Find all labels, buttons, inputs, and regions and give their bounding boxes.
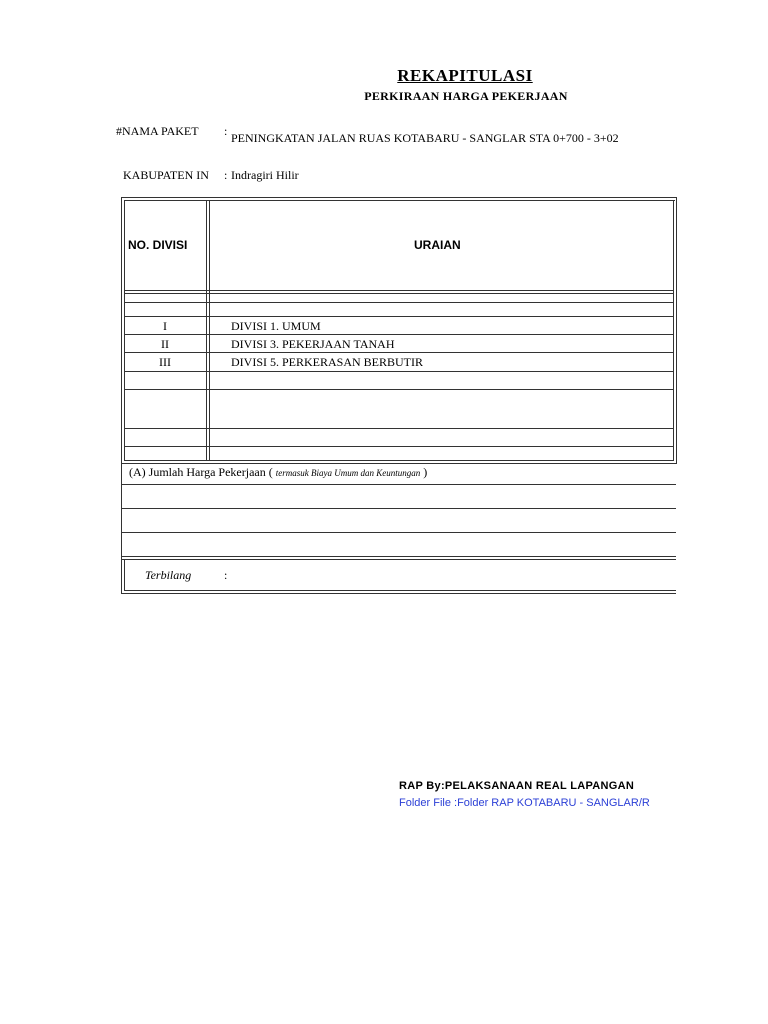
row-line xyxy=(121,559,676,560)
row-line xyxy=(124,302,674,303)
jumlah-suffix: ) xyxy=(423,465,428,479)
table-border-right-outer xyxy=(676,197,677,464)
row-no: II xyxy=(161,337,169,351)
row-line xyxy=(121,532,676,533)
row-line xyxy=(124,371,674,372)
document-subtitle: PERKIRAAN HARGA PEKERJAAN xyxy=(364,89,568,103)
row-uraian: DIVISI 1. UMUM xyxy=(231,319,321,333)
col-header-uraian: URAIAN xyxy=(414,238,461,252)
document-title: REKAPITULASI xyxy=(397,66,533,85)
row-line xyxy=(121,593,676,594)
row-line xyxy=(124,290,674,291)
nama-paket-colon: : xyxy=(224,124,228,138)
terbilang-label: Terbilang xyxy=(145,568,192,582)
row-uraian: DIVISI 5. PERKERASAN BERBUTIR xyxy=(231,355,424,369)
row-line xyxy=(124,460,674,461)
table-border-right-inner xyxy=(673,200,674,461)
table-border-top-outer xyxy=(121,197,677,198)
kabupaten-value: Indragiri Hilir xyxy=(231,168,299,182)
row-no: III xyxy=(159,355,171,369)
row-line xyxy=(121,556,676,557)
col-separator-a xyxy=(206,200,207,461)
row-line xyxy=(124,293,674,294)
row-line xyxy=(121,463,677,464)
row-uraian: DIVISI 3. PEKERJAAN TANAH xyxy=(231,337,395,351)
terbilang-colon: : xyxy=(224,568,228,582)
row-line xyxy=(121,508,676,509)
row-line xyxy=(124,428,674,429)
nama-paket-label: #NAMA PAKET xyxy=(116,124,199,138)
jumlah-note: termasuk Biaya Umum dan Keuntungan xyxy=(275,468,421,478)
terbilang-left-inner xyxy=(124,559,125,591)
row-line xyxy=(124,446,674,447)
folder-file-label: Folder File :Folder RAP KOTABARU - SANGLAR/R xyxy=(399,797,650,809)
row-line xyxy=(124,316,674,317)
jumlah-harga-row xyxy=(129,465,427,480)
kabupaten-label: KABUPATEN IN xyxy=(123,168,209,182)
row-line xyxy=(124,389,674,390)
row-line xyxy=(124,590,676,591)
col-separator-b xyxy=(209,200,210,461)
jumlah-prefix: (A) Jumlah Harga Pekerjaan ( xyxy=(129,465,273,479)
kabupaten-colon: : xyxy=(224,168,228,182)
row-line xyxy=(124,352,674,353)
row-line xyxy=(121,484,676,485)
col-header-no-divisi: NO. DIVISI xyxy=(128,238,188,252)
row-line xyxy=(124,334,674,335)
nama-paket-value: PENINGKATAN JALAN RUAS KOTABARU - SANGLAR STA 0+700 - 3+02 xyxy=(231,131,619,145)
row-no: I xyxy=(163,319,167,333)
table-border-left-outer xyxy=(121,197,122,594)
rap-by-label: RAP By:PELAKSANAAN REAL LAPANGAN xyxy=(399,780,635,792)
